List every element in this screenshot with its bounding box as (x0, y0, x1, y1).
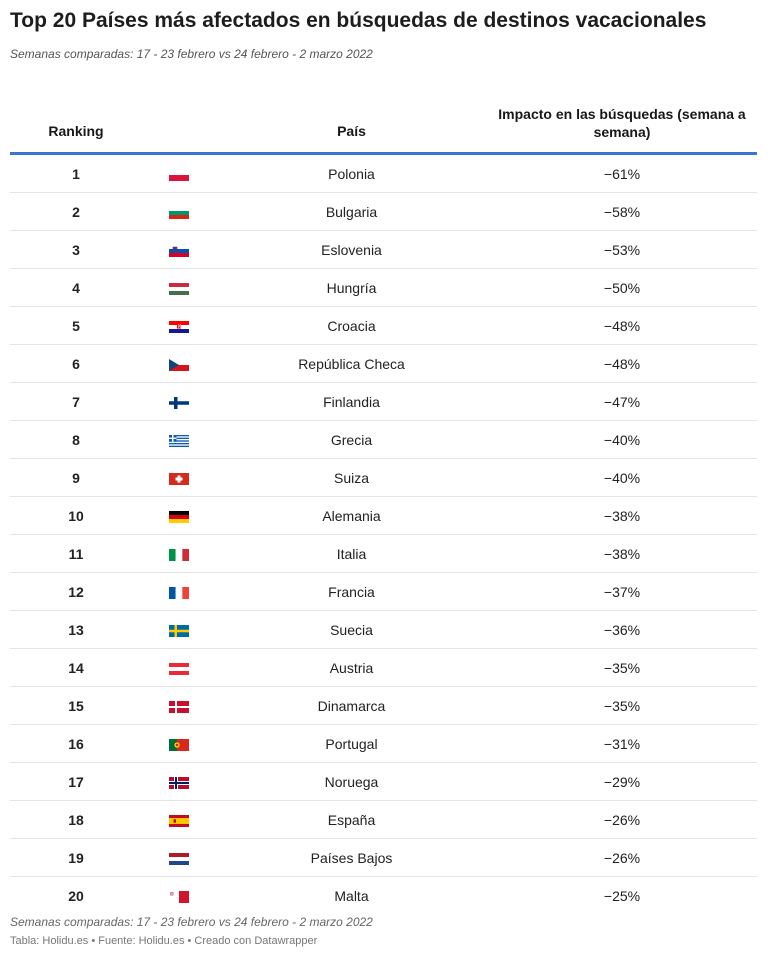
pl-flag-icon (169, 169, 189, 181)
fi-flag-icon (169, 397, 189, 409)
flag-cell (142, 839, 216, 877)
country-cell: Suecia (216, 611, 487, 649)
footer-note: Semanas comparadas: 17 - 23 febrero vs 24 febrero - 2 marzo 2022 (10, 915, 373, 929)
chart-subtitle: Semanas comparadas: 17 - 23 febrero vs 24 febrero - 2 marzo 2022 (10, 47, 373, 61)
table-row (10, 725, 757, 763)
rank-cell: 8 (10, 421, 142, 459)
country-cell: Portugal (216, 725, 487, 763)
table-row (10, 611, 757, 649)
country-cell: Finlandia (216, 383, 487, 421)
footer-source: Tabla: Holidu.es • Fuente: Holidu.es • Creado con Datawrapper (10, 935, 318, 947)
impact-cell: −26% (487, 839, 757, 877)
flag-cell (142, 763, 216, 801)
rank-cell: 11 (10, 535, 142, 573)
impact-cell: −53% (487, 231, 757, 269)
table-row (10, 497, 757, 535)
nl-flag-icon (169, 853, 189, 865)
bg-flag-icon (169, 207, 189, 219)
flag-cell (142, 535, 216, 573)
impact-cell: −50% (487, 269, 757, 307)
impact-cell: −61% (487, 154, 757, 193)
flag-cell (142, 421, 216, 459)
table-row (10, 839, 757, 877)
table-row (10, 307, 757, 345)
impact-cell: −31% (487, 725, 757, 763)
column-header-impact: Impacto en las búsquedas (semana a semana) (487, 88, 757, 154)
impact-cell: −29% (487, 763, 757, 801)
at-flag-icon (169, 663, 189, 675)
flag-cell (142, 345, 216, 383)
flag-cell (142, 877, 216, 915)
si-flag-icon (169, 245, 189, 257)
se-flag-icon (169, 625, 189, 637)
table-row (10, 649, 757, 687)
impact-cell: −37% (487, 573, 757, 611)
country-cell: Croacia (216, 307, 487, 345)
rank-cell: 18 (10, 801, 142, 839)
flag-cell (142, 497, 216, 535)
ranking-table (10, 88, 757, 914)
table-row (10, 535, 757, 573)
column-header-ranking: Ranking (10, 88, 142, 154)
table-row (10, 345, 757, 383)
flag-cell (142, 231, 216, 269)
country-cell: Hungría (216, 269, 487, 307)
impact-cell: −47% (487, 383, 757, 421)
flag-cell (142, 193, 216, 231)
table-row (10, 231, 757, 269)
impact-cell: −35% (487, 687, 757, 725)
fr-flag-icon (169, 587, 189, 599)
country-cell: España (216, 801, 487, 839)
table-row (10, 269, 757, 307)
country-cell: Noruega (216, 763, 487, 801)
table-row (10, 421, 757, 459)
rank-cell: 13 (10, 611, 142, 649)
dk-flag-icon (169, 701, 189, 713)
country-cell: Suiza (216, 459, 487, 497)
es-flag-icon (169, 815, 189, 827)
flag-cell (142, 725, 216, 763)
hr-flag-icon (169, 321, 189, 333)
flag-cell (142, 573, 216, 611)
table-row (10, 193, 757, 231)
impact-cell: −25% (603, 887, 641, 904)
country-cell: República Checa (216, 345, 487, 383)
flag-cell (142, 687, 216, 725)
table-row (10, 154, 757, 193)
table-row (10, 687, 757, 725)
column-header-country: País (216, 88, 487, 154)
column-header-flag (142, 88, 216, 154)
table-header-row (10, 88, 757, 154)
rank-cell: 15 (10, 687, 142, 725)
rank-cell: 10 (10, 497, 142, 535)
country-cell: Malta (334, 887, 369, 904)
rank-cell: 3 (10, 231, 142, 269)
country-cell: Eslovenia (216, 231, 487, 269)
impact-cell: −38% (487, 497, 757, 535)
chart-title: Top 20 Países más afectados en búsquedas de destinos vacacionales (10, 9, 707, 32)
table-row (10, 383, 757, 421)
table-row (10, 573, 757, 611)
it-flag-icon (169, 549, 189, 561)
flag-cell (142, 801, 216, 839)
country-cell: Francia (216, 573, 487, 611)
rank-cell: 9 (10, 459, 142, 497)
gr-flag-icon (169, 435, 189, 447)
flag-cell (142, 649, 216, 687)
mt-flag-icon (169, 891, 189, 903)
table-row (10, 801, 757, 839)
rank-cell: 5 (10, 307, 142, 345)
impact-cell: −36% (487, 611, 757, 649)
impact-cell: −26% (487, 801, 757, 839)
country-cell: Austria (216, 649, 487, 687)
rank-cell: 17 (10, 763, 142, 801)
ch-flag-icon (169, 473, 189, 485)
cz-flag-icon (169, 359, 189, 371)
impact-cell: −40% (487, 459, 757, 497)
rank-cell: 6 (10, 345, 142, 383)
rank-cell: 2 (10, 193, 142, 231)
rank-cell: 19 (10, 839, 142, 877)
flag-cell (142, 154, 216, 193)
rank-cell: 14 (10, 649, 142, 687)
rank-cell: 4 (10, 269, 142, 307)
impact-cell: −48% (487, 345, 757, 383)
table-row (10, 763, 757, 801)
rank-cell: 7 (10, 383, 142, 421)
country-cell: Países Bajos (216, 839, 487, 877)
hu-flag-icon (169, 283, 189, 295)
country-cell: Grecia (216, 421, 487, 459)
impact-cell: −38% (487, 535, 757, 573)
flag-cell (142, 307, 216, 345)
country-cell: Bulgaria (216, 193, 487, 231)
country-cell: Polonia (216, 154, 487, 193)
pt-flag-icon (169, 739, 189, 751)
no-flag-icon (169, 777, 189, 789)
rank-cell: 20 (68, 887, 84, 904)
country-cell: Alemania (216, 497, 487, 535)
table-row (10, 877, 757, 915)
rank-cell: 12 (10, 573, 142, 611)
impact-cell: −35% (487, 649, 757, 687)
rank-cell: 1 (10, 154, 142, 193)
flag-cell (142, 383, 216, 421)
table-row (10, 459, 757, 497)
impact-cell: −48% (487, 307, 757, 345)
flag-cell (142, 459, 216, 497)
de-flag-icon (169, 511, 189, 523)
rank-cell: 16 (10, 725, 142, 763)
flag-cell (142, 611, 216, 649)
country-cell: Italia (216, 535, 487, 573)
flag-cell (142, 269, 216, 307)
impact-cell: −58% (487, 193, 757, 231)
impact-cell: −40% (487, 421, 757, 459)
country-cell: Dinamarca (216, 687, 487, 725)
